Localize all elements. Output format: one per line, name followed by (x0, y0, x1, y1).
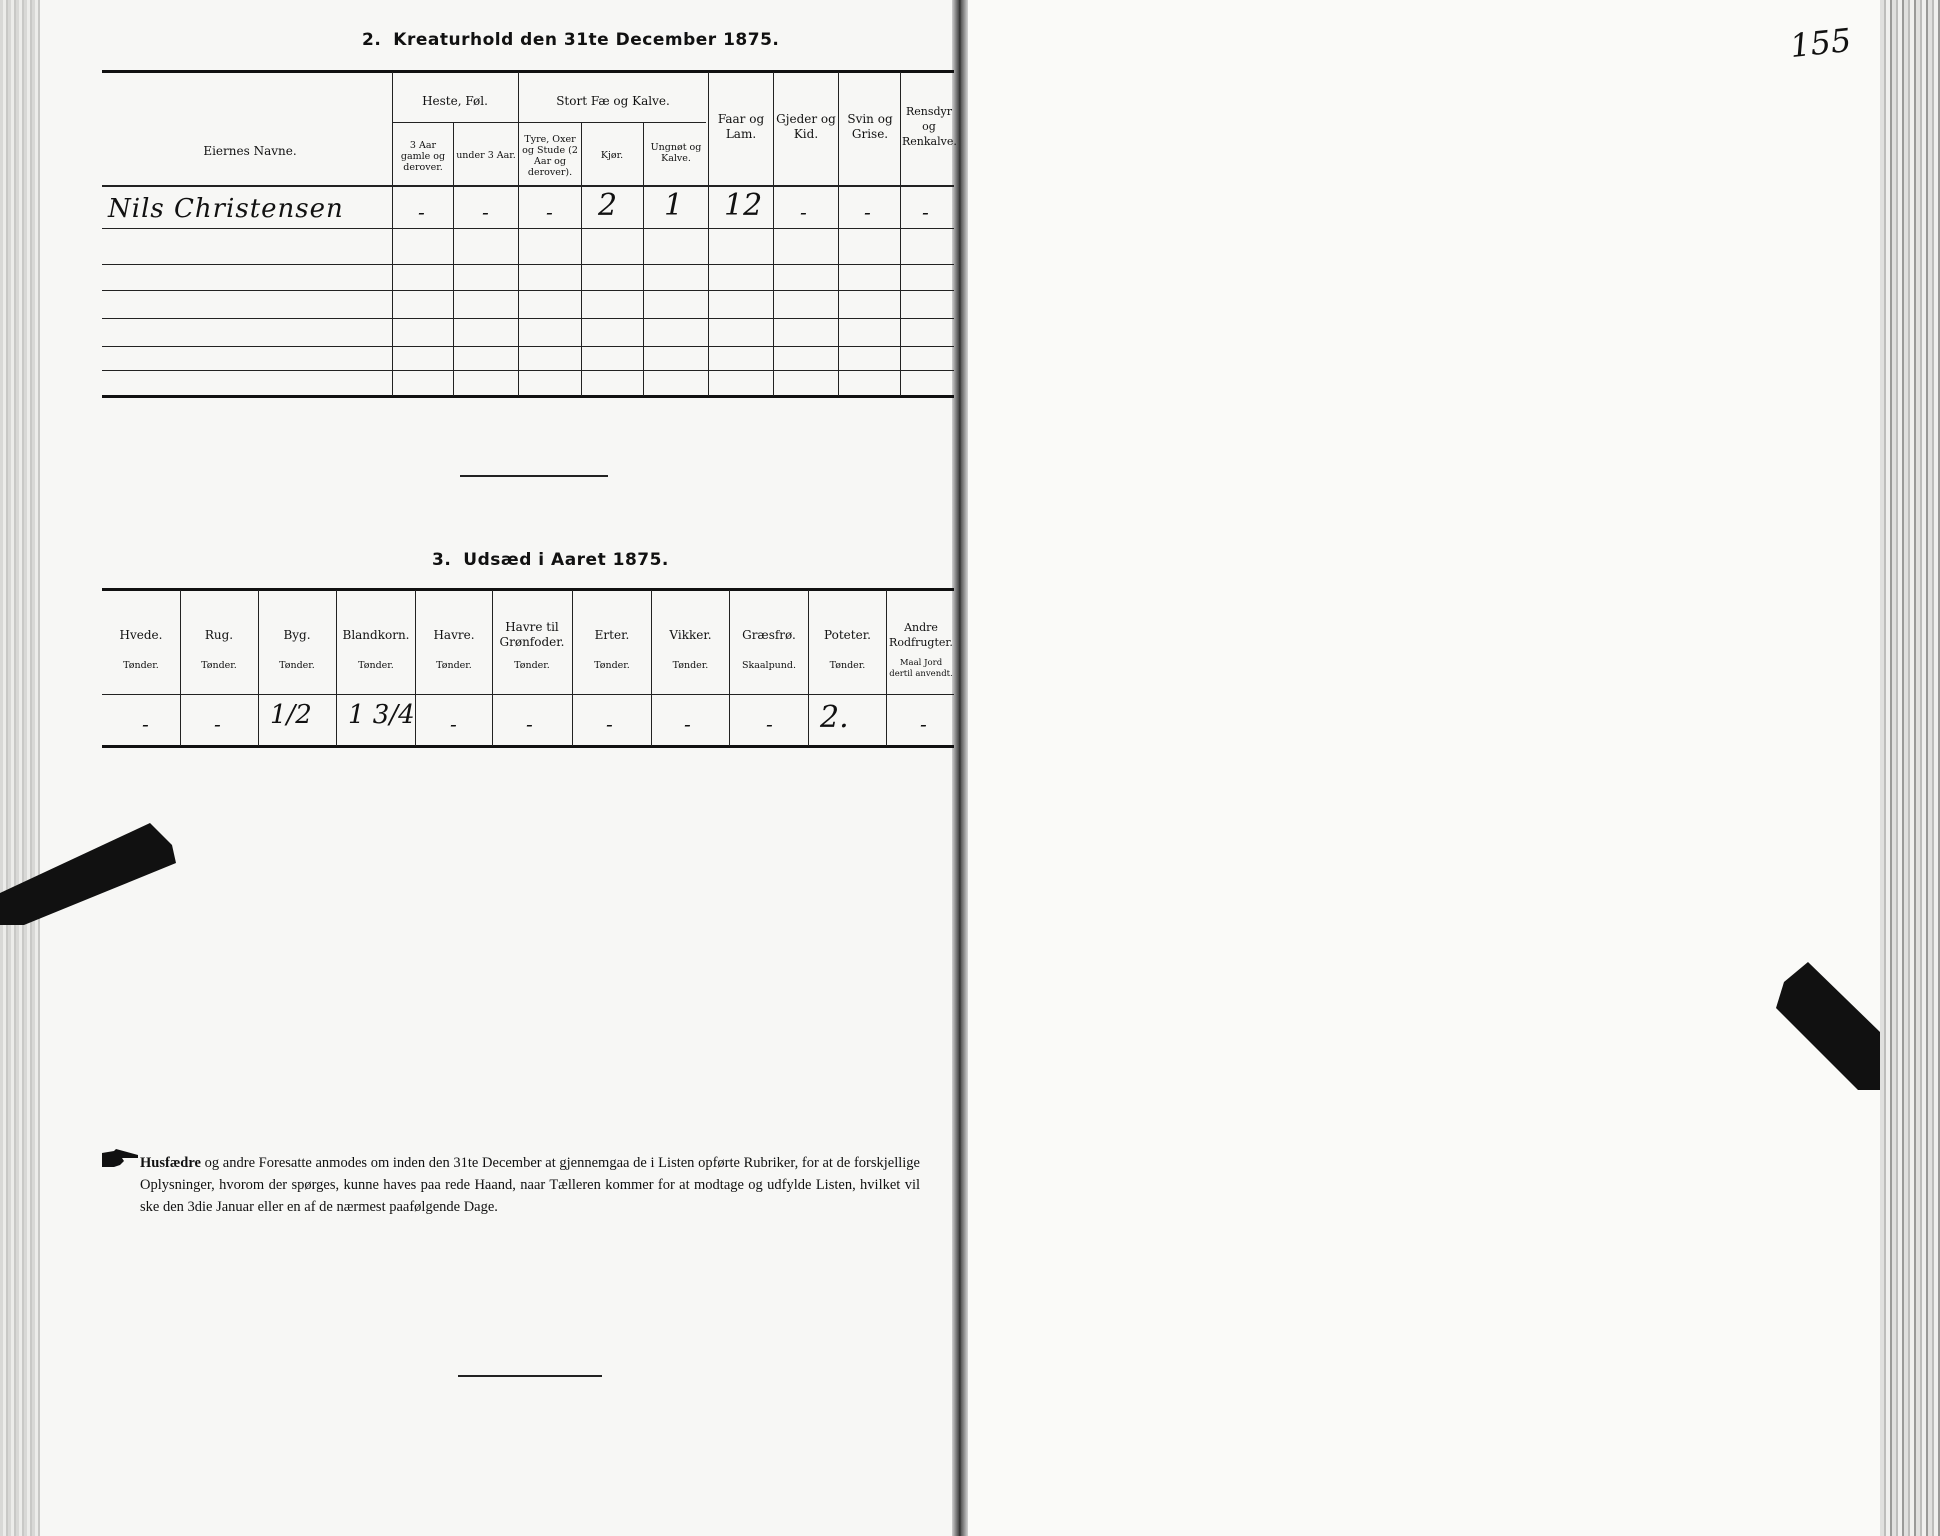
owner-name: Nils Christensen (108, 194, 344, 224)
notice-text: og andre Foresatte anmodes om inden den 31te December at gjennemgaa de i Listen opførte Rubriker, for at de forskjellige Oplysninger, hvorom der spørges, kunne haves paa rede Haand, naar Tælleren kommer for at modtage og udfylde Listen, hvilket vil ske den 3die Januar eller en af de nærmest paafølgende Dage. (140, 1155, 920, 1215)
unit-vikker: Tønder. (672, 660, 709, 671)
table3-bottom-rule (102, 745, 954, 748)
header-byg: Byg. (283, 628, 311, 642)
value-heste-young: - (482, 200, 489, 224)
value-rensdyr: - (922, 200, 929, 224)
table2-bottom-rule (102, 395, 954, 398)
table2-top-rule (102, 70, 954, 73)
value-havre-gronfoder: - (526, 712, 533, 736)
header-andre-rodfrugter: Andre Rodfrugter. (889, 621, 953, 649)
unit-hvede: Tønder. (123, 660, 159, 671)
value-faar: 12 (724, 188, 763, 223)
notice-first-word: Husfædre (140, 1155, 201, 1171)
table2-vline (453, 122, 454, 396)
unit-blandkorn: Tønder. (358, 660, 394, 671)
unit-andre-rodfrugter: Maal Jord dertil anvendt. (889, 658, 953, 679)
table3-header-rule (102, 694, 954, 695)
value-erter: - (606, 712, 613, 736)
header-storfae-group: Stort Fæ og Kalve. (556, 94, 670, 108)
table3-vline (336, 590, 337, 746)
unit-havre: Tønder. (436, 660, 472, 671)
table2-vline (518, 72, 519, 396)
table2-row-rule-6 (102, 370, 954, 371)
value-havre: - (450, 712, 457, 736)
value-gjeder: - (800, 200, 807, 224)
header-tyre: Tyre, Oxer og Stude (2 Aar og derover). (522, 134, 578, 178)
table2-vline (581, 122, 582, 396)
value-svin: - (864, 200, 871, 224)
right-page (962, 0, 1940, 1536)
closing-rule (458, 1375, 602, 1377)
value-andre-rodfrugter: - (920, 712, 927, 736)
unit-byg: Tønder. (279, 660, 315, 671)
left-page (0, 0, 958, 1536)
value-kjor: 2 (598, 188, 618, 223)
pointing-hand-icon (100, 1147, 140, 1171)
header-owner: Eiernes Navne. (203, 144, 297, 158)
table3-vline (180, 590, 181, 746)
value-vikker: - (684, 712, 691, 736)
header-poteter: Poteter. (824, 628, 871, 642)
header-havre-gronfoder: Havre til Grønfoder. (499, 620, 565, 649)
storfae-subrule (518, 122, 706, 123)
table2-vline (773, 72, 774, 396)
value-blandkorn: 1 3/4 (348, 700, 415, 730)
unit-havre-gronfoder: Tønder. (514, 660, 550, 671)
table2-row-rule-5 (102, 346, 954, 347)
table3-vline (729, 590, 730, 746)
table2-header-rule (102, 185, 954, 187)
table3-vline (492, 590, 493, 746)
right-page-edge (1880, 0, 1940, 1536)
table2-vline (838, 72, 839, 396)
notice-paragraph (140, 1152, 920, 1218)
table2-vline (643, 122, 644, 396)
value-ungnot: 1 (664, 188, 684, 223)
table2-row-rule-1 (102, 228, 954, 229)
header-faar: Faar og Lam. (717, 112, 765, 141)
section3-number: 3. (432, 550, 452, 570)
table2-row-rule-4 (102, 318, 954, 319)
index-tab-right (1774, 962, 1880, 1090)
header-graesfro: Græsfrø. (742, 628, 796, 642)
header-erter: Erter. (594, 628, 630, 642)
header-heste-old: 3 Aar gamle og derover. (400, 140, 446, 173)
header-kjor: Kjør. (600, 150, 624, 161)
table2-row-rule-3 (102, 290, 954, 291)
unit-rug: Tønder. (201, 660, 237, 671)
table3-vline (572, 590, 573, 746)
table2-row-rule-2 (102, 264, 954, 265)
value-graesfro: - (766, 712, 773, 736)
table3-top-rule (102, 588, 954, 591)
book-gutter (952, 0, 968, 1536)
section3-heading (432, 550, 669, 570)
table2-vline (392, 72, 393, 396)
header-rug: Rug. (204, 628, 234, 642)
table3-vline (258, 590, 259, 746)
table2-vline (708, 72, 709, 396)
header-vikker: Vikker. (669, 628, 712, 642)
header-hvede: Hvede. (119, 628, 163, 642)
table2-vline (900, 72, 901, 396)
page-number: 155 (1788, 20, 1853, 66)
separator-rule (460, 475, 608, 477)
unit-erter: Tønder. (594, 660, 630, 671)
table3-vline (886, 590, 887, 746)
table3-vline (808, 590, 809, 746)
header-gjeder: Gjeder og Kid. (776, 112, 836, 141)
header-blandkorn: Blandkorn. (342, 628, 410, 642)
left-page-edge (0, 0, 40, 1536)
header-svin: Svin og Grise. (847, 112, 893, 141)
section3-title: Udsæd i Aaret 1875. (463, 550, 669, 570)
value-hvede: - (142, 712, 149, 736)
value-tyre: - (546, 200, 553, 224)
unit-graesfro: Skaalpund. (741, 660, 797, 671)
section2-heading (362, 30, 779, 50)
header-havre: Havre. (433, 628, 475, 642)
value-rug: - (214, 712, 221, 736)
section2-title: Kreaturhold den 31te December 1875. (393, 30, 780, 50)
header-heste-group: Heste, Føl. (422, 94, 488, 108)
unit-poteter: Tønder. (829, 660, 866, 671)
value-poteter: 2. (820, 700, 849, 735)
index-tab-left (0, 815, 180, 925)
header-ungnot: Ungnøt og Kalve. (650, 142, 702, 164)
header-heste-young: under 3 Aar. (456, 150, 516, 161)
table3-vline (651, 590, 652, 746)
value-byg: 1/2 (270, 700, 312, 730)
section2-number: 2. (362, 30, 382, 50)
header-rensdyr: Rensdyr og Renkalve. (902, 105, 957, 148)
value-heste-old: - (418, 200, 425, 224)
table3-vline (415, 590, 416, 746)
